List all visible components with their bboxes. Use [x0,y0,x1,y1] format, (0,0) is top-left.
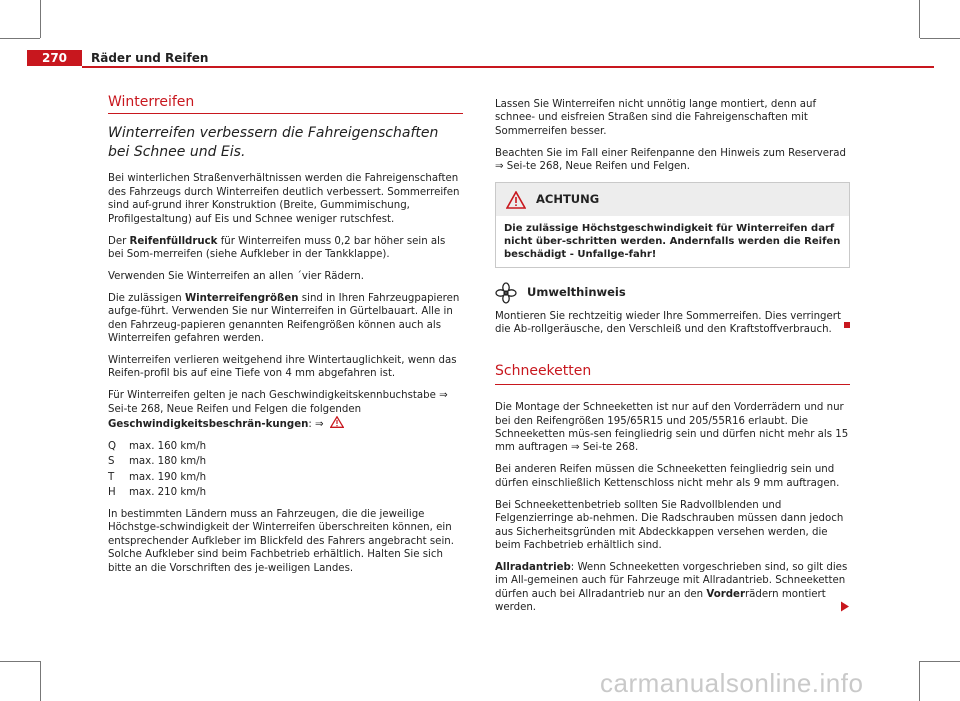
text: : Wenn Schneeketten vorgeschrieben sind, so gilt dies im All-gemeinen auch für Fahrzeuge mit Allradantrieb. Schneeketten dürfen auch bei Allradantrieb nur an den [495,561,848,600]
crop-mark [919,0,920,38]
environment-text [495,310,850,337]
right-column [495,98,850,623]
speed-row [108,440,463,453]
crop-mark [919,661,920,701]
crop-mark [40,661,41,701]
paragraph: Verwenden Sie Winterreifen an allen ´vier Rädern. [108,270,364,282]
speed-code: S [108,456,115,468]
paragraph: Winterreifen verlieren weitgehend ihre Wintertauglichkeit, wenn das Reifen-profil bis auf eine Tiefe von 4 mm abgefahren ist. [108,354,457,380]
header-rule [82,66,934,68]
end-of-section-marker [844,322,850,328]
paragraph: Bei anderen Reifen müssen die Schneeketten feingliedrig sein und dürfen einschließlich Kettenschloss nicht mehr als 9 mm auftragen. [495,464,840,489]
warning-text: Die zulässige Höchstgeschwindigkeit für Winterreifen darf nicht über-schritten werden. Andernfalls werden die Reifen beschädigt - Unfallge-fahr! [504,223,841,261]
bold-term: Winterreifengrößen [184,292,299,304]
crop-mark [920,38,960,39]
crop-mark [0,38,40,39]
speed-limit: max. 160 km/h [129,440,207,452]
text: rädern montiert werden. [495,588,826,614]
subtitle: Winterreifen verbessern die Fahreigenschaften bei Schnee und Eis. [108,125,439,161]
bold-term: Geschwindigkeitsbeschrän-kungen [108,419,309,430]
warning-header [496,183,849,216]
text: für Winterreifen muss 0,2 bar höher sein als bei Som-merreifen (siehe Aufkleber in der Tankklappe). [108,235,446,260]
warning-box [495,182,850,268]
bold-term: Vorder [706,588,745,600]
paragraph: Bei Schneekettenbetrieb sollten Sie Radvollblenden und Felgenzierringe ab-nehmen. Die Radschrauben müssen dann jedoch aus Sicherheitsgründen mit Abdeckkappen versehen werden, die beim Fachbetrieb erhältlich sind. [495,499,844,551]
paragraph: Lassen Sie Winterreifen nicht unnötig lange montiert, denn auf schnee- und eisfreien Straßen sind die Fahreigenschaften mit Sommerreifen besser. [495,99,817,137]
paragraph [108,389,463,431]
speed-row [108,455,463,468]
paragraph: In bestimmten Ländern muss an Fahrzeugen, die die jeweilige Höchstge-schwindigkeit der Winterreifen überschreiten können, ein entsprechender Aufkleber im Blickfeld des Fahrers angebracht sein. Solche Aufkleber sind beim Fachbetrieb erhältlich. Halten Sie sich bitte an die Vorschriften des je-weiligen Landes. [108,509,454,574]
crop-mark [0,661,40,662]
heading-schneeketten: Schneeketten [495,365,850,385]
section-title: Räder und Reifen [91,51,209,65]
crop-mark [920,661,960,662]
paragraph [108,292,463,346]
speed-code: Q [108,440,117,452]
bold-term: Allradantrieb [495,561,571,573]
warning-icon [506,191,526,209]
paragraph: Beachten Sie im Fall einer Reifenpanne den Hinweis zum Reserverad ⇒ Sei-te 268, Neue Reifen und Felgen. [495,147,846,173]
speed-code: T [108,471,115,483]
paragraph [108,235,463,262]
text: Montieren Sie rechtzeitig wieder Ihre Sommerreifen. Dies verringert die Ab-rollgeräusche, den Verschleiß und den Kraftstoffverbrauch. [495,311,841,336]
speed-limit: max. 210 km/h [129,487,207,499]
warning-icon[interactable] [330,416,344,428]
paragraph: Die Montage der Schneeketten ist nur auf den Vorderrädern und nur bei den Reifengrößen 195/65R15 und 205/55R16 erlaubt. Die Schneeketten müs-sen feingliedrig sein und dürfen nicht mehr als 15 mm auftragen ⇒ Sei-te 268. [495,402,849,454]
speed-limit: max. 190 km/h [129,471,207,483]
text: sind in Ihren Fahrzeugpapieren aufge-führt. Verwenden Sie nur Winterreifen in Gürtelbauart. Alle in den Fahrzeug-papieren genannten Reifengrößen können auch als Winterreifen gefahren werden. [108,292,460,344]
warning-title: ACHTUNG [536,191,600,206]
flower-icon [495,282,517,304]
paragraph [495,561,850,615]
heading-winterreifen: Winterreifen [108,96,463,114]
speed-row [108,486,463,499]
speed-code: H [108,487,116,499]
paragraph: Bei winterlichen Straßenverhältnissen werden die Fahreigenschaften des Fahrzeugs durch Winterreifen deutlich verbessert. Sommerreifen sind auf-grund ihrer Konstruktion (Breite, Gummimischung, Profilgestaltung) auf Eis und Schnee weniger rutschfest. [108,173,460,225]
text: Der [108,235,130,247]
continue-arrow-icon [840,601,850,612]
text: Die zulässigen [108,292,185,304]
watermark: carmanualsonline.info [600,668,864,698]
speed-list [108,440,463,500]
bold-term: Reifenfülldruck [129,235,218,247]
left-column [108,96,463,584]
text: Für Winterreifen gelten je nach Geschwindigkeitskennbuchstabe ⇒ Sei-te 268, Neue Reifen und Felgen die folgenden [108,390,448,415]
crop-mark [40,0,41,38]
environment-header [495,282,850,304]
speed-row [108,471,463,484]
speed-limit: max. 180 km/h [129,456,207,468]
page-number: 270 [41,51,68,65]
environment-title: Umwelthinweis [527,285,626,300]
text: : ⇒ [308,419,324,430]
